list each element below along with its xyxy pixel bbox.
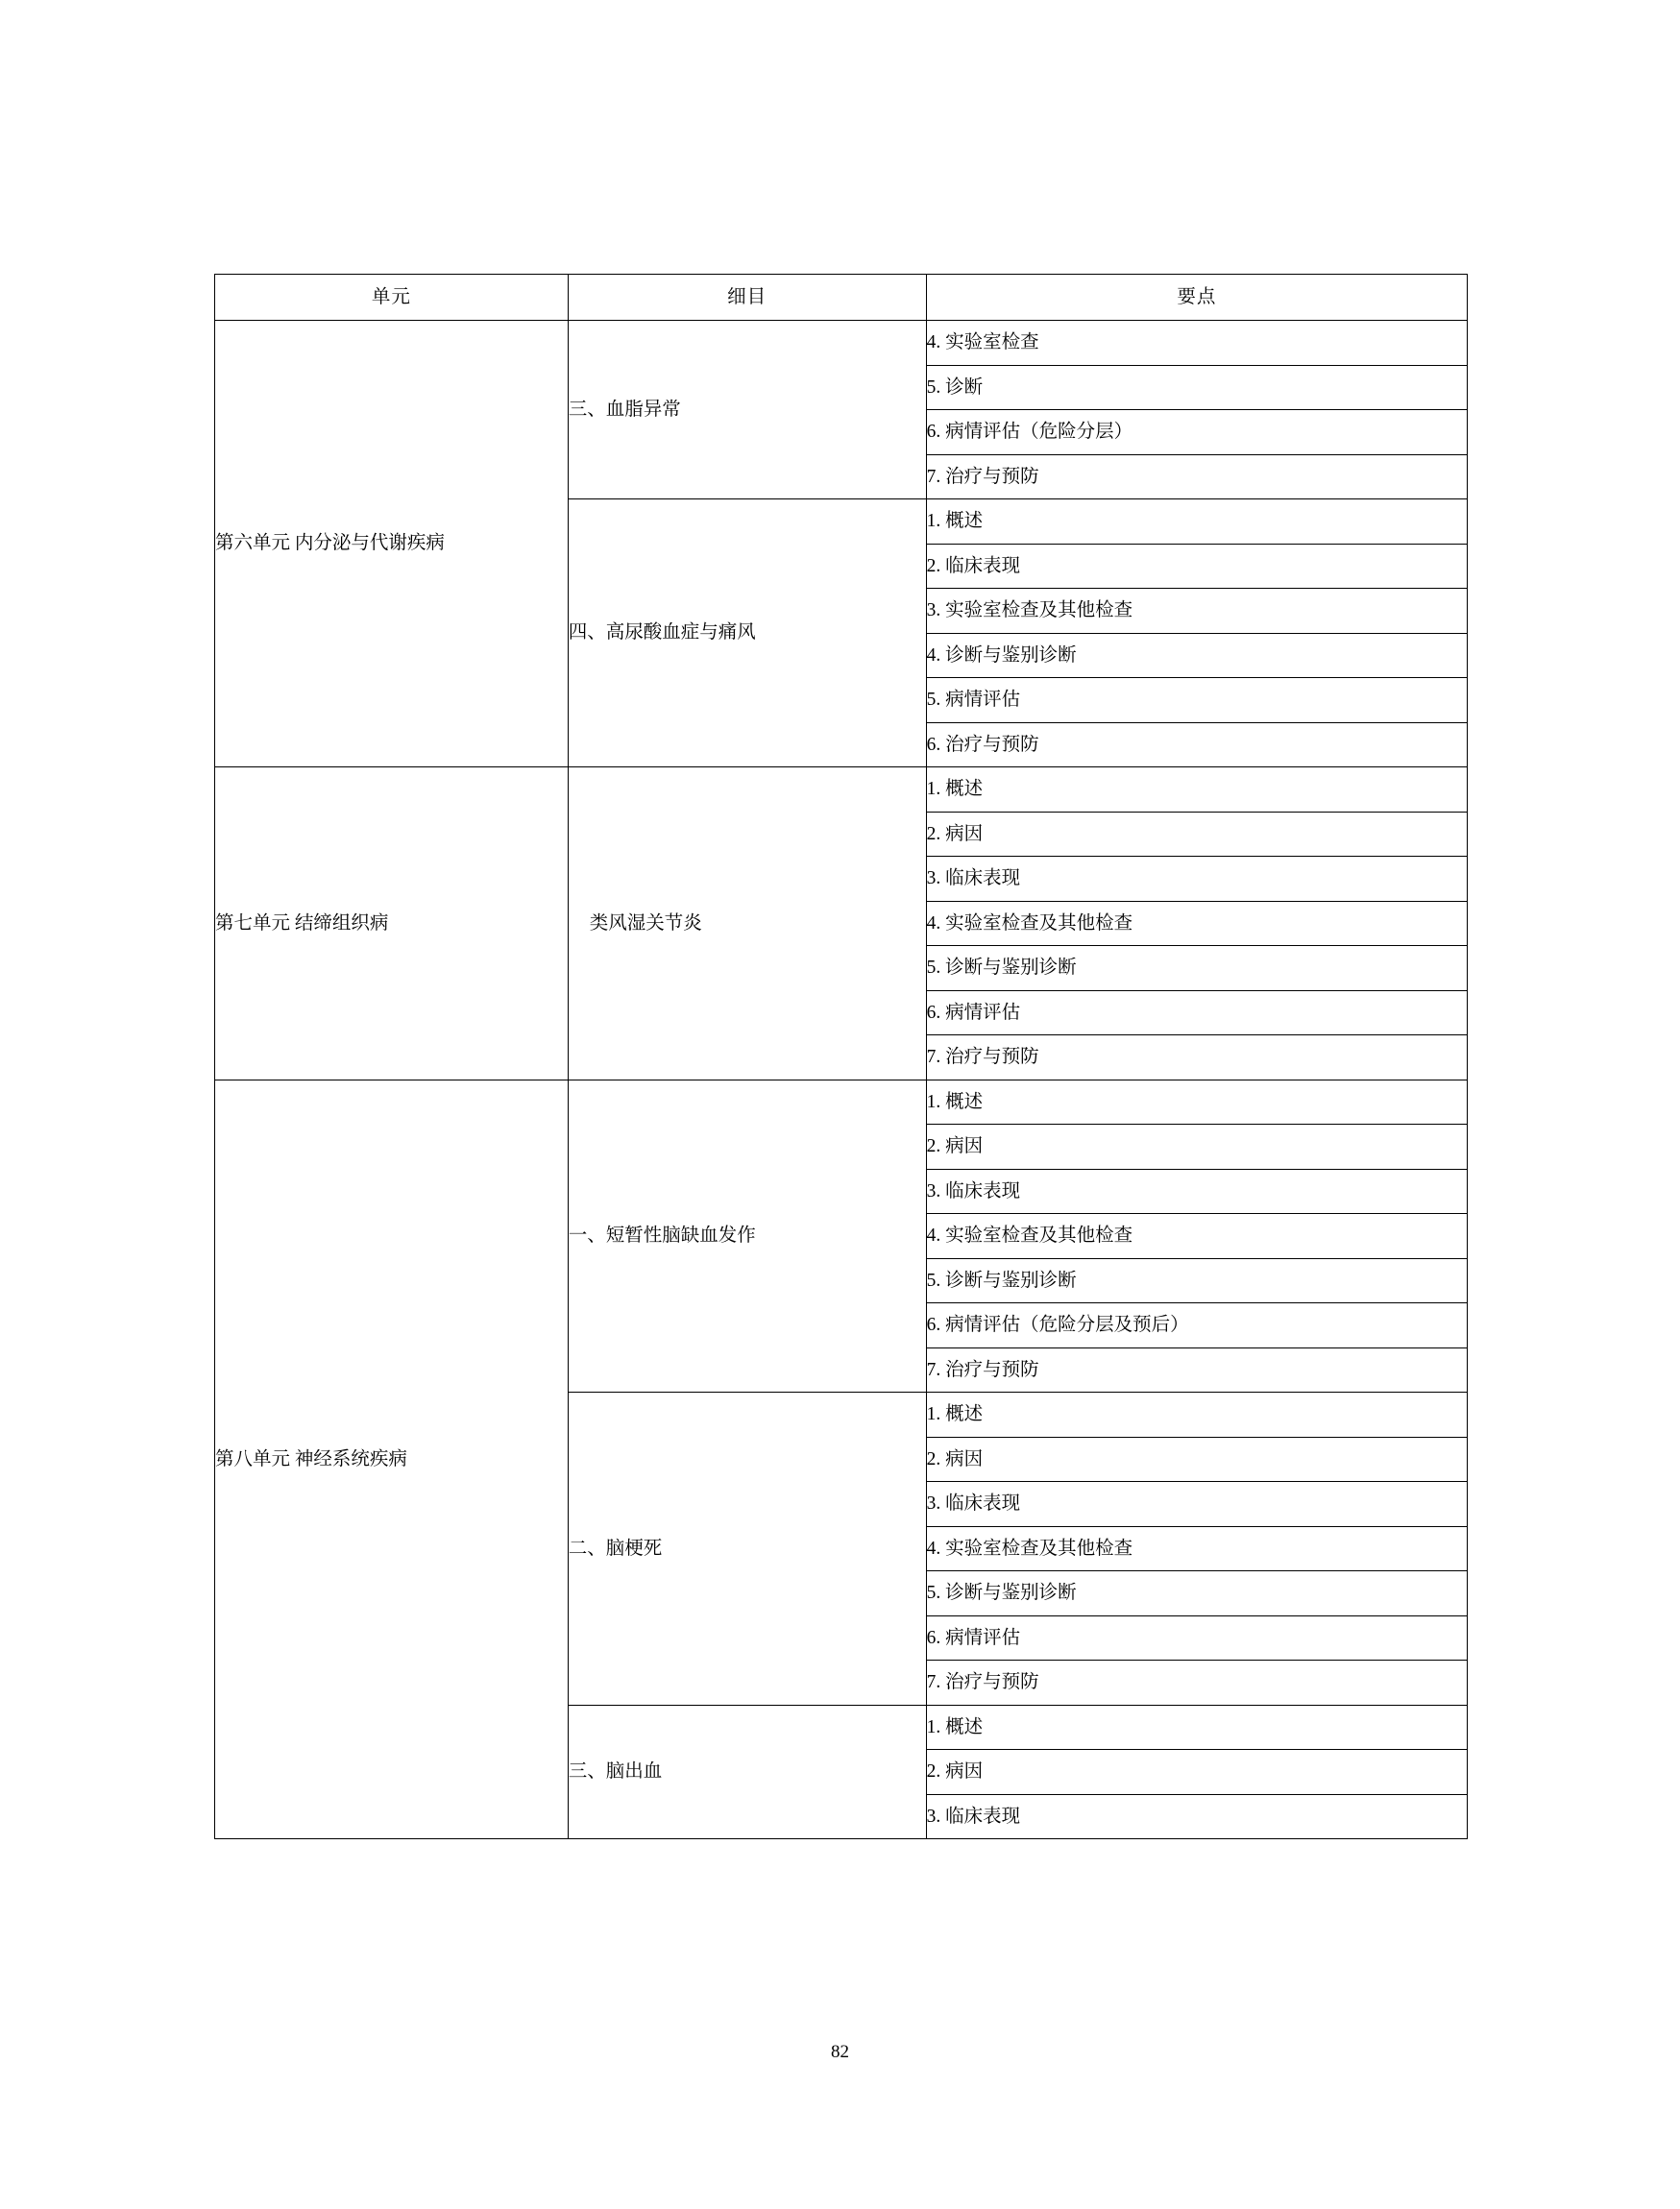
table-header-row <box>215 275 1468 321</box>
point-cell: 7. 治疗与预防 <box>926 454 1467 499</box>
point-cell: 7. 治疗与预防 <box>926 1661 1467 1706</box>
point-cell: 5. 诊断与鉴别诊断 <box>926 1571 1467 1616</box>
point-cell: 4. 实验室检查及其他检查 <box>926 1526 1467 1571</box>
point-cell: 5. 诊断与鉴别诊断 <box>926 1258 1467 1303</box>
unit-cell-6: 第六单元 内分泌与代谢疾病 <box>215 321 569 767</box>
point-cell: 1. 概述 <box>926 499 1467 545</box>
point-cell: 1. 概述 <box>926 767 1467 813</box>
page-number: 82 <box>831 2042 849 2062</box>
point-cell: 6. 病情评估（危险分层） <box>926 410 1467 455</box>
point-cell: 4. 诊断与鉴别诊断 <box>926 633 1467 678</box>
detail-cell-8-2: 二、脑梗死 <box>568 1393 926 1706</box>
point-cell: 3. 实验室检查及其他检查 <box>926 589 1467 634</box>
point-cell: 5. 病情评估 <box>926 678 1467 723</box>
point-cell: 7. 治疗与预防 <box>926 1035 1467 1080</box>
syllabus-table <box>214 274 1468 1839</box>
point-cell: 2. 病因 <box>926 1125 1467 1170</box>
column-header-detail: 细目 <box>568 275 926 321</box>
column-header-point: 要点 <box>926 275 1467 321</box>
point-cell: 5. 诊断与鉴别诊断 <box>926 946 1467 991</box>
table-body <box>215 321 1468 1839</box>
detail-cell-8-3: 三、脑出血 <box>568 1705 926 1839</box>
point-cell: 3. 临床表现 <box>926 857 1467 902</box>
point-cell: 2. 病因 <box>926 812 1467 857</box>
point-cell: 6. 治疗与预防 <box>926 722 1467 767</box>
detail-cell-8-1: 一、短暂性脑缺血发作 <box>568 1080 926 1393</box>
detail-cell-6-2: 四、高尿酸血症与痛风 <box>568 499 926 767</box>
table-header <box>215 275 1468 321</box>
point-cell: 2. 病因 <box>926 1750 1467 1795</box>
point-cell: 1. 概述 <box>926 1080 1467 1125</box>
point-cell: 4. 实验室检查及其他检查 <box>926 901 1467 946</box>
point-cell: 2. 病因 <box>926 1437 1467 1482</box>
unit-cell-8: 第八单元 神经系统疾病 <box>215 1080 569 1839</box>
point-cell: 6. 病情评估 <box>926 990 1467 1035</box>
point-cell: 3. 临床表现 <box>926 1169 1467 1214</box>
unit-cell-7: 第七单元 结缔组织病 <box>215 767 569 1080</box>
column-header-unit: 单元 <box>215 275 569 321</box>
table-row <box>215 321 1468 366</box>
detail-cell-7-1: 类风湿关节炎 <box>568 767 926 1080</box>
point-cell: 4. 实验室检查及其他检查 <box>926 1214 1467 1259</box>
point-cell: 7. 治疗与预防 <box>926 1347 1467 1393</box>
point-cell: 6. 病情评估（危险分层及预后） <box>926 1303 1467 1348</box>
point-cell: 2. 临床表现 <box>926 544 1467 589</box>
point-cell: 1. 概述 <box>926 1393 1467 1438</box>
table-row <box>215 1080 1468 1125</box>
point-cell: 3. 临床表现 <box>926 1482 1467 1527</box>
point-cell: 1. 概述 <box>926 1705 1467 1750</box>
syllabus-table-container <box>214 274 1468 1839</box>
point-cell: 3. 临床表现 <box>926 1794 1467 1839</box>
point-cell: 6. 病情评估 <box>926 1615 1467 1661</box>
detail-cell-6-1: 三、血脂异常 <box>568 321 926 499</box>
point-cell: 4. 实验室检查 <box>926 321 1467 366</box>
point-cell: 5. 诊断 <box>926 365 1467 410</box>
table-row <box>215 767 1468 813</box>
